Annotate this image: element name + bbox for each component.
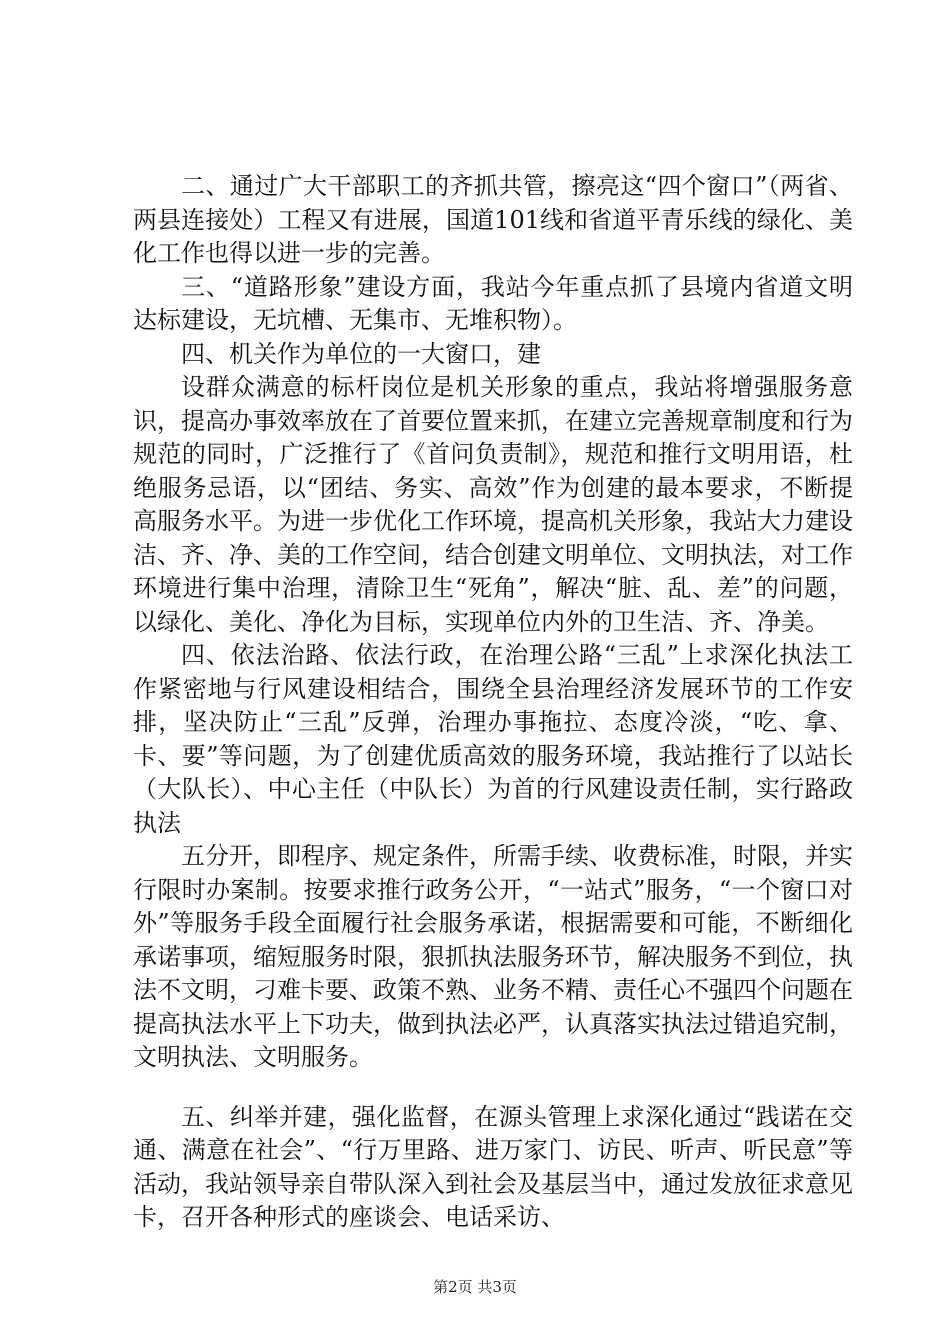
document-body [133, 170, 853, 1235]
paragraph-four-law: 四、依法治路、依法行政，在治理公路“三乱”上求深化执法工作紧密地与行风建设相结合，围绕全县治理经济发展环节的工作安排，坚决防止“三乱”反弹，治理办事拖拉、态度冷淡，“吃、拿、卡、要”等问题，为了创建优质高效的服务环境，我站推行了以站长（大队长）、中心主任（中队长）为首的行风建设责任制，实行路政执法 [133, 641, 853, 837]
page-footer: 第2页 共3页 [433, 1278, 517, 1296]
paragraph-five-separation: 五分开，即程序、规定条件，所需手续、收费标准，时限，并实行限时办案制。按要求推行政务公开，“一站式”服务，“一个窗口对外”等服务手段全面履行社会服务承诺，根据需要和可能，不断细化承诺事项，缩短服务时限，狠抓执法服务环节，解决服务不到位，执法不文明，刁难卡要、政策不熟、业务不精、责任心不强四个问题在提高执法水平上下功夫，做到执法必严，认真落实执法过错追究制，文明执法、文明服务。 [133, 842, 853, 1071]
paragraph-gap [133, 1075, 853, 1101]
paragraph-two: 二、通过广大干部职工的齐抓共管，擦亮这“四个窗口”（两省、两县连接处）工程又有进展，国道101线和省道平青乐线的绿化、美化工作也得以进一步的完善。 [133, 172, 853, 267]
paragraph-four-heading: 四、机关作为单位的一大窗口，建 [181, 339, 541, 368]
paragraph-four-body: 设群众满意的标杆岗位是机关形象的重点，我站将增强服务意识，提高办事效率放在了首要位置来抓，在建立完善规章制度和行为规范的同时，广泛推行了《首问负责制》，规范和推行文明用语，杜绝服务忌语，以“团结、务实、高效”作为创建的最本要求，不断提高服务水平。为进一步优化工作环境，提高机关形象，我站大力建设洁、齐、净、美的工作空间，结合创建文明单位、文明执法，对工作环境进行集中治理，清除卫生“死角”，解决“脏、乱、差”的问题，以绿化、美化、净化为目标，实现单位内外的卫生洁、齐、净美。 [133, 373, 853, 636]
paragraph-five-supervision: 五、纠举并建，强化监督，在源头管理上求深化通过“践诺在交通、满意在社会”、“行万里路、进万家门、访民、听声、听民意”等活动，我站领导亲自带队深入到社会及基层当中，通过发放征求意见卡，召开各种形式的座谈会、电话采访、 [133, 1102, 853, 1231]
paragraph-three: 三、“道路形象”建设方面，我站今年重点抓了县境内省道文明达标建设，无坑槽、无集市、无堆积物）。 [133, 272, 853, 334]
